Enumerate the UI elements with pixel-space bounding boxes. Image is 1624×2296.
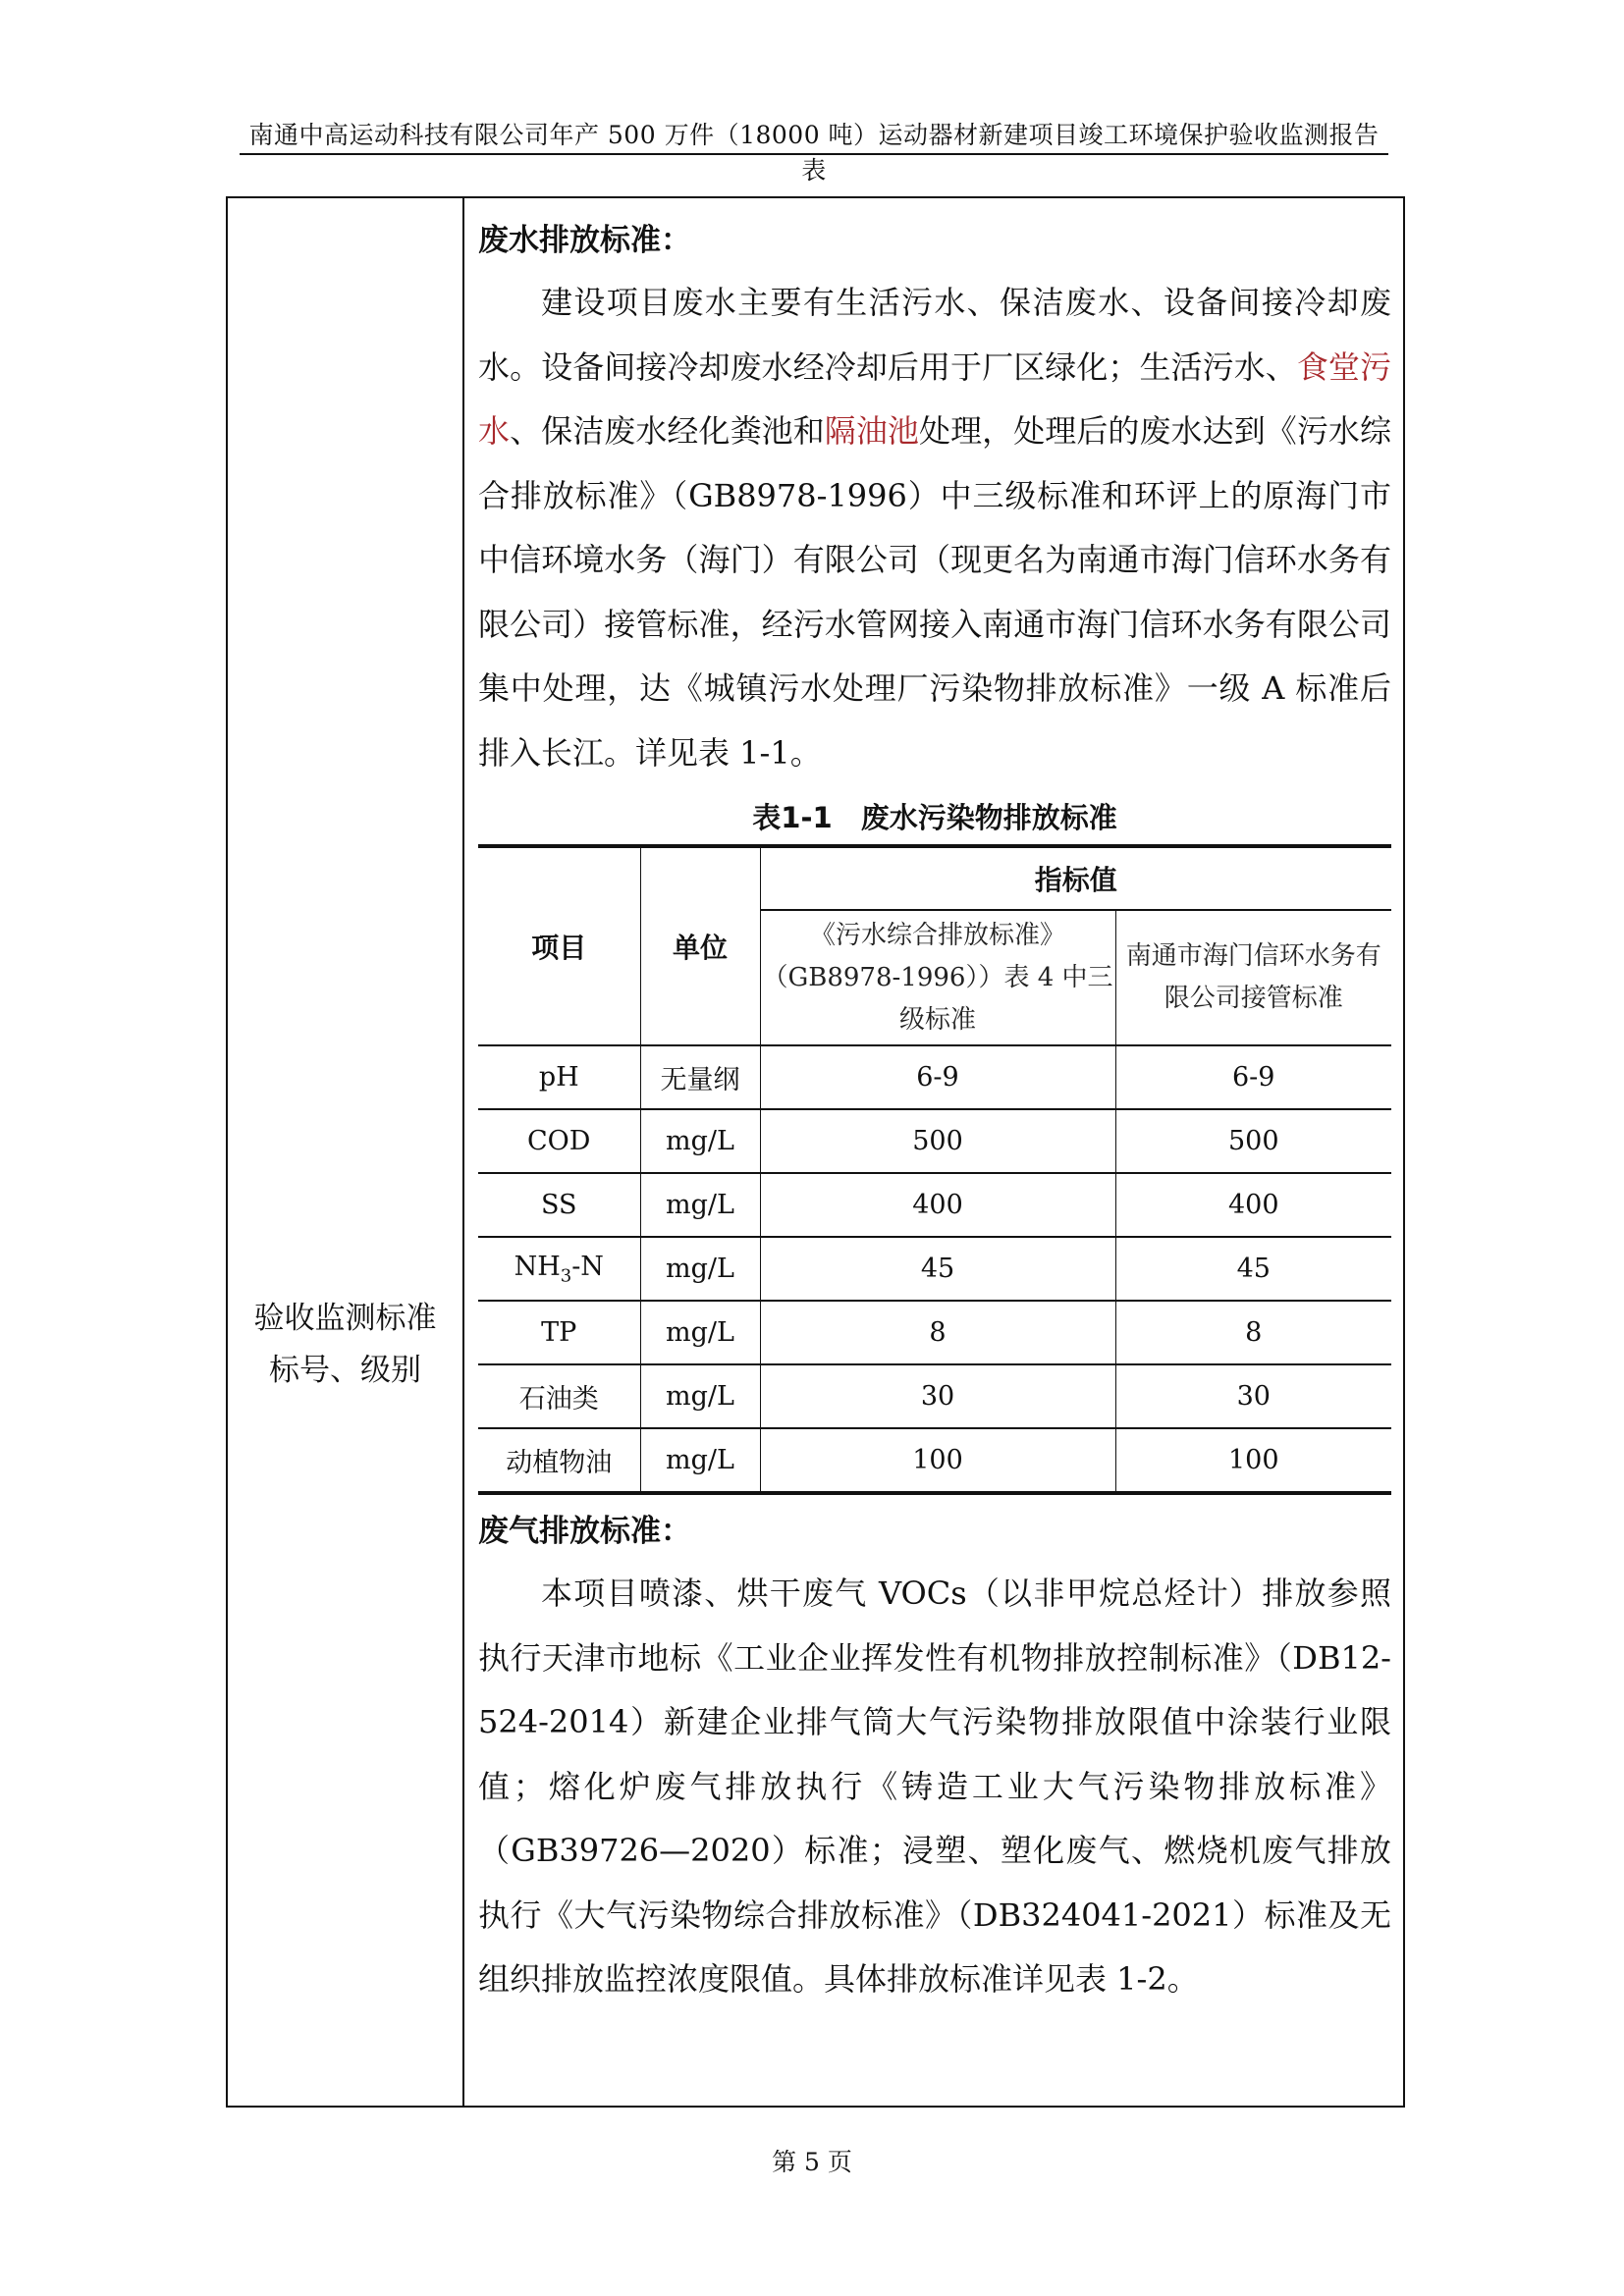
table-row: [478, 1173, 1391, 1237]
cell-unit: mg/L: [640, 1109, 760, 1173]
cell-unit: mg/L: [640, 1364, 760, 1428]
table-row: [478, 1237, 1391, 1301]
cell-item-subscript: 3: [560, 1265, 572, 1287]
row-label-line1: 验收监测标准: [253, 1301, 437, 1336]
cell-std2: 45: [1115, 1237, 1391, 1301]
wastewater-highlight-2: 隔油池: [824, 412, 919, 450]
col-header-std1: 《污水综合排放标准》（GB8978-1996））表 4 中三级标准: [760, 910, 1115, 1045]
table-row: [478, 1109, 1391, 1173]
table-row: [478, 1301, 1391, 1364]
report-header: 南通中高运动科技有限公司年产 500 万件（18000 吨）运动器材新建项目竣工环境保护验收监测报告表: [248, 121, 1380, 185]
cell-std2: 100: [1115, 1428, 1391, 1493]
cell-unit: mg/L: [640, 1301, 760, 1364]
cell-std1: 100: [760, 1428, 1115, 1493]
column-divider: [462, 198, 464, 2106]
col-header-unit: 单位: [640, 846, 760, 1045]
exhaust-paragraph: 本项目喷漆、烘干废气 VOCs（以非甲烷总烃计）排放参照执行天津市地标《工业企业挥发性有机物排放控制标准》（DB12-524-2014）新建企业排气筒大气污染物排放限值中涂装行业限值；熔化炉废气排放执行《铸造工业大气污染物排放标准》（GB39726—2020）标准；浸塑、塑化废气、燃烧机废气排放执行《大气污染物综合排放标准》（DB324041-2021）标准及无组织排放监控浓度限值。具体排放标准详见表 1-2。: [478, 1575, 1391, 1998]
wastewater-text-1: 建设项目废水主要有生活污水、保洁废水、设备间接冷却废水。设备间接冷却废水经冷却后用于厂区绿化；生活污水、: [478, 284, 1391, 386]
cell-std2: 400: [1115, 1173, 1391, 1237]
wastewater-paragraph: [478, 271, 1391, 785]
cell-std1: 400: [760, 1173, 1115, 1237]
row-label: [228, 1293, 462, 1397]
cell-item: [478, 1237, 640, 1301]
cell-std2: 500: [1115, 1109, 1391, 1173]
cell-std1: 30: [760, 1364, 1115, 1428]
col-header-item: 项目: [478, 846, 640, 1045]
cell-std2: 6-9: [1115, 1045, 1391, 1109]
cell-std2: 8: [1115, 1301, 1391, 1364]
wastewater-heading: 废水排放标准：: [478, 223, 691, 258]
report-frame: [226, 196, 1405, 2108]
cell-item: TP: [478, 1301, 640, 1364]
exhaust-heading: 废气排放标准：: [478, 1514, 691, 1549]
wastewater-highlight-1: 食堂污水: [478, 347, 1391, 450]
cell-unit: 无量纲: [640, 1045, 760, 1109]
cell-item-suffix: -N: [571, 1251, 604, 1282]
col-header-std2: 南通市海门信环水务有限公司接管标准: [1115, 910, 1391, 1045]
cell-std1: 500: [760, 1109, 1115, 1173]
header-rule: [240, 153, 1388, 155]
content-cell: [478, 210, 1391, 2012]
table-row: [478, 1364, 1391, 1428]
cell-std2: 30: [1115, 1364, 1391, 1428]
cell-std1: 45: [760, 1237, 1115, 1301]
table-row: [478, 1045, 1391, 1109]
wastewater-text-2: 、保洁废水经化粪池和: [510, 412, 825, 450]
cell-unit: mg/L: [640, 1428, 760, 1493]
col-header-group: 指标值: [760, 846, 1391, 910]
cell-std1: 8: [760, 1301, 1115, 1364]
cell-unit: mg/L: [640, 1237, 760, 1301]
cell-item-main: NH: [514, 1251, 561, 1282]
cell-item: pH: [478, 1045, 640, 1109]
cell-item: 动植物油: [478, 1428, 640, 1493]
cell-item: 石油类: [478, 1364, 640, 1428]
table-row: [478, 1428, 1391, 1493]
cell-item: SS: [478, 1173, 640, 1237]
wastewater-text-3: 处理，处理后的废水达到《污水综合排放标准》（GB8978-1996）中三级标准和环评上的原海门市中信环境水务（海门）有限公司（现更名为南通市海门信环水务有限公司）接管标准，经污水管网接入南通市海门信环水务有限公司集中处理，达《城镇污水处理厂污染物排放标准》一级 A 标准后排入长江。详见表 1-1。: [478, 412, 1391, 772]
page-number: 第 5 页: [772, 2148, 852, 2176]
cell-item: COD: [478, 1109, 640, 1173]
cell-std1: 6-9: [760, 1045, 1115, 1109]
wastewater-standards-table: [478, 844, 1391, 1495]
row-label-line2: 标号、级别: [269, 1353, 421, 1388]
table-caption: 表1-1 废水污染物排放标准: [752, 801, 1117, 834]
cell-unit: mg/L: [640, 1173, 760, 1237]
